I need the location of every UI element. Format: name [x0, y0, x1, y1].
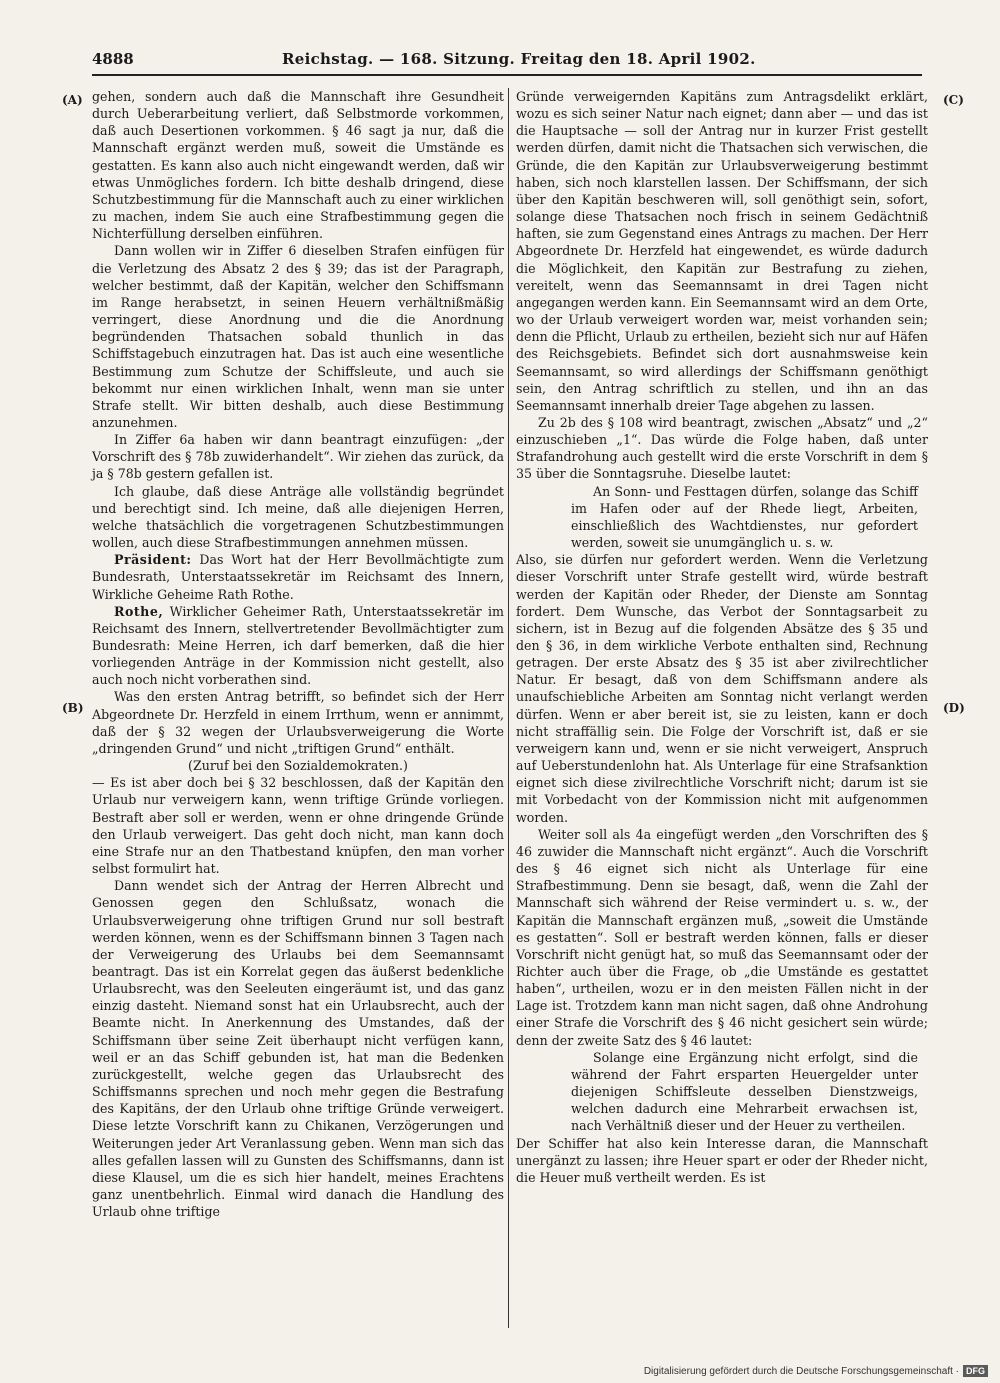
quoted-law: An Sonn- und Festtagen dürfen, solange das Schiff im Hafen oder auf der Rhede liegt, Arbeiten, einschließlich des Wachtdienstes, nur gefordert werden, soweit sie unumgänglich u. s. w. [571, 483, 918, 551]
paragraph: Der Schiffer hat also kein Interesse daran, die Mannschaft unergänzt zu lassen; ihre Heuer spart er oder der Rheder nicht, die Heuer muß vertheilt werden. Es ist [516, 1135, 928, 1185]
paragraph: Also, sie dürfen nur gefordert werden. Wenn die Verletzung dieser Vorschrift unter Strafe gestellt wird, würde bestraft werden der Kapitän oder Rheder, der Dienste am Sonntag fordert. Dem Wunsche, das Verbot der Sonntagsarbeit zu sichern, ist in Bezug auf die folgenden Absätze des § 35 und den § 36, in dem wirkliche Verbote enthalten sind, Rechnung getragen. Der erste Absatz des § 35 ist aber zivilrechtlicher Natur. Er besagt, daß von dem Schiffsmann andere als unaufschiebliche Arbeiten am Sonntag nicht verlangt werden dürfen. Wenn er aber bereit ist, sie zu leisten, kann er doch nicht straffällig sein. Die Folge der Vorschrift ist, daß er sie verweigern kann und, wenn er sie nicht verweigert, Anspruch auf Ueberstundenlohn hat. Als Unterlage für eine Strafsanktion eignet sich diese zivilrechtliche Vorschrift nicht; darum ist sie mit Vorbedacht von der Kommission nicht mit aufgenommen worden. [516, 552, 928, 825]
right-column [516, 88, 928, 1186]
margin-marker-b: (B) [62, 701, 84, 715]
paragraph: Was den ersten Antrag betrifft, so befindet sich der Herr Abgeordnete Dr. Herzfeld in einem Irrthum, wenn er annimmt, daß der § 32 wegen der Urlaubsverweigerung die Worte „dringenden Grund“ und nicht „triftigen Grund“ enthält. [92, 689, 504, 756]
speech-text: Das Wort hat der Herr Bevollmächtigte zum Bundesrath, Unterstaatssekretär im Reichsamt des Innern, Wirkliche Geheime Rath Rothe. [92, 552, 504, 602]
footer [644, 1365, 988, 1377]
speech-rothe [92, 603, 504, 689]
paragraph: Gründe verweigernden Kapitäns zum Antragsdelikt erklärt, wozu es sich seiner Natur nach eignet; dann aber — und das ist die Hauptsache — soll der Antrag nur in kurzer Frist gestellt werden dürfen, damit nicht die Thatsachen sich verwischen, die Gründe, die den Kapitän zur Urlaubsverweigerung bestimmt haben, sich noch klarstellen lassen. Der Schiffsmann, der sich über den Kapitän beschweren will, soll genöthigt sein, sofort, solange diese Thatsachen noch frisch in seinem Gedächtniß haften, sie zum Gegenstand eines Antrags zu machen. Der Herr Abgeordnete Dr. Herzfeld hat eingewendet, es würde dadurch die Möglichkeit, den Kapitän zur Bestrafung zu ziehen, vereitelt, wenn das Seemannsamt in drei Tagen nicht angegangen werden kann. Ein Seemannsamt wird an dem Orte, wo der Urlaub verweigert worden war, meist vorhanden sein; denn die Pflicht, Urlaub zu ertheilen, bezieht sich nur auf Häfen des Reichsgebiets. Befindet sich dort ausnahmsweise kein Seemannsamt, so wird allerdings der Schiffsmann genöthigt sein, den Antrag schriftlich zu stellen, und ihn an das Seemannsamt innerhalb dreier Tage abgehen zu lassen. [516, 89, 928, 413]
speaker-name: Rothe, [114, 603, 164, 619]
paragraph: Ich glaube, daß diese Anträge alle vollständig begründet und berechtigt sind. Ich meine, daß alle diejenigen Herren, welche thatsächlich die vorgetragenen Schutzbestimmungen wollen, auch diese Strafbestimmungen annehmen müssen. [92, 483, 504, 551]
speaker-name: Präsident: [114, 552, 192, 568]
running-title: Reichstag. — 168. Sitzung. Freitag den 18. April 1902. [282, 50, 756, 68]
paragraph: Weiter soll als 4a eingefügt werden „den Vorschriften des § 46 zuwider die Mannschaft nicht ergänzt“. Auch die Vorschrift des § 46 eignet sich nicht als Unterlage für eine Strafbestimmung. Denn sie besagt, daß, wenn die Zahl der Mannschaft sich während der Reise vermindert u. s. w., der Kapitän die Mannschaft ergänzen muß, „soweit die Umstände es gestatten“. Soll er bestraft werden können, falls er dieser Vorschrift nicht genügt hat, so muß das Seemannsamt oder der Richter auch über die Frage, ob „die Umstände es gestattet haben“, urtheilen, wozu er in den meisten Fällen nicht in der Lage ist. Trotzdem kann man nicht sagen, daß ohne Androhung einer Strafe die Vorschrift des § 46 nicht gesichert sein würde; denn der zweite Satz des § 46 lautet: [516, 826, 928, 1048]
dfg-logo: DFG [963, 1365, 988, 1377]
page-number: 4888 [92, 50, 134, 68]
left-column [92, 88, 504, 1220]
paragraph: — Es ist aber doch bei § 32 beschlossen, daß der Kapitän den Urlaub nur verweigern kann, wenn triftige Gründe vorliegen. Bestraft aber soll er werden, wenn er ohne dringende Gründe den Urlaub verweigert. Das geht doch nicht, man kann doch eine Strafe nur an den Thatbestand knüpfen, den man vorher selbst formulirt hat. [92, 775, 504, 877]
margin-marker-a: (A) [62, 93, 83, 107]
interjection: (Zuruf bei den Sozialdemokraten.) [188, 758, 408, 774]
paragraph: Dann wendet sich der Antrag der Herren Albrecht und Genossen gegen den Schlußsatz, wonach die Urlaubsverweigerung ohne triftigen Grund nur soll bestraft werden können, wenn es der Schiffsmann binnen 3 Tagen nach der Verweigerung des Urlaubs bei dem Seemannsamt beantragt. Das ist ein Korrelat gegen das äußerst bedenkliche Urlaubsrecht, was den Seeleuten eingeräumt ist, und das ganz einzig dasteht. Niemand sonst hat ein Urlaubsrecht, auch der Beamte nicht. In Anerkennung des Umstandes, daß der Schiffsmann über seine Zeit überhaupt nicht verfügen kann, weil er an das Schiff gebunden ist, hat man die Bedenken zurückgestellt, welche gegen das Urlaubsrecht des Schiffsmanns sprechen und noch mehr gegen die Bestrafung des Kapitäns, der den Urlaub ohne triftige Gründe verweigert. Diese letzte Vorschrift kann zu Chikanen, Verzögerungen und Weiterungen jeder Art Veranlassung geben. Wenn man sich das alles gefallen lassen will zu Gunsten des Schiffsmanns, dann ist diese Klausel, um die es sich hier handelt, meines Erachtens ganz unentbehrlich. Einmal wird danach die Handlung des Urlaub ohne triftige [92, 878, 504, 1220]
speech-text: Wirklicher Geheimer Rath, Unterstaatssekretär im Reichsamt des Innern, stellvertretender Bevollmächtigter zum Bundesrath: Meine Herren, ich darf bemerken, daß die hier vorliegenden Anträge in der Kommission nicht gestellt, also auch noch nicht vorberathen sind. [92, 603, 504, 688]
paragraph: Zu 2b des § 108 wird beantragt, zwischen „Absatz“ und „2“ einzuschieben „1“. Das würde die Folge haben, daß unter Strafandrohung auch gestellt wird die erste Vorschrift in dem § 35 über die Sonntagsruhe. Dieselbe lautet: [516, 414, 928, 482]
margin-marker-d: (D) [943, 701, 965, 715]
paragraph: Dann wollen wir in Ziffer 6 dieselben Strafen einfügen für die Verletzung des Absatz 2 des § 39; das ist der Paragraph, welcher bestimmt, daß der Kapitän, welcher den Schiffsmann im Range herabsetzt, in seinen Heuern verhältnißmäßig verringert, diese Anordnung und die die Anordnung begründenden Thatsachen sobald thunlich in das Schiffstagebuch einzutragen hat. Das ist auch eine wesentliche Bestimmung zum Schutze der Schiffsleute, und auch sie bekommt nur einen wirklichen Inhalt, wenn man sie unter Strafe stellt. Wir bitten deshalb, auch diese Bestimmung anzunehmen. [92, 243, 504, 430]
footer-credit: Digitalisierung gefördert durch die Deutsche Forschungsgemeinschaft · [643, 1365, 959, 1377]
quoted-law: Solange eine Ergänzung nicht erfolgt, sind die während der Fahrt ersparten Heuergelder unter diejenigen Schiffsleute desselben Dienstzweigs, welchen dadurch eine Mehrarbeit erwachsen ist, nach Verhältniß dieser und der Heuer zu vertheilen. [571, 1049, 918, 1134]
paragraph: In Ziffer 6a haben wir dann beantragt einzufügen: „der Vorschrift des § 78b zuwiderhandelt“. Wir ziehen das zurück, da ja § 78b gestern gefallen ist. [92, 432, 504, 482]
speech-president [92, 551, 504, 602]
column-divider [508, 88, 509, 1328]
paragraph: gehen, sondern auch daß die Mannschaft ihre Gesundheit durch Ueberarbeitung verliert, daß Selbstmorde vorkommen, daß auch Desertionen vorkommen. § 46 sagt ja nur, daß die Mannschaft ergänzt werden muß, soweit die Umstände es gestatten. Es kann also auch nicht eingewandt werden, daß wir etwas Unmögliches fordern. Ich bitte deshalb dringend, diese Schutzbestimmung für die Mannschaft auch zu einer wirklichen zu machen, indem Sie auch eine Strafbestimmung gegen die Nichterfüllung derselben einführen. [92, 89, 504, 242]
page-header [92, 44, 922, 76]
margin-marker-c: (C) [943, 93, 964, 107]
